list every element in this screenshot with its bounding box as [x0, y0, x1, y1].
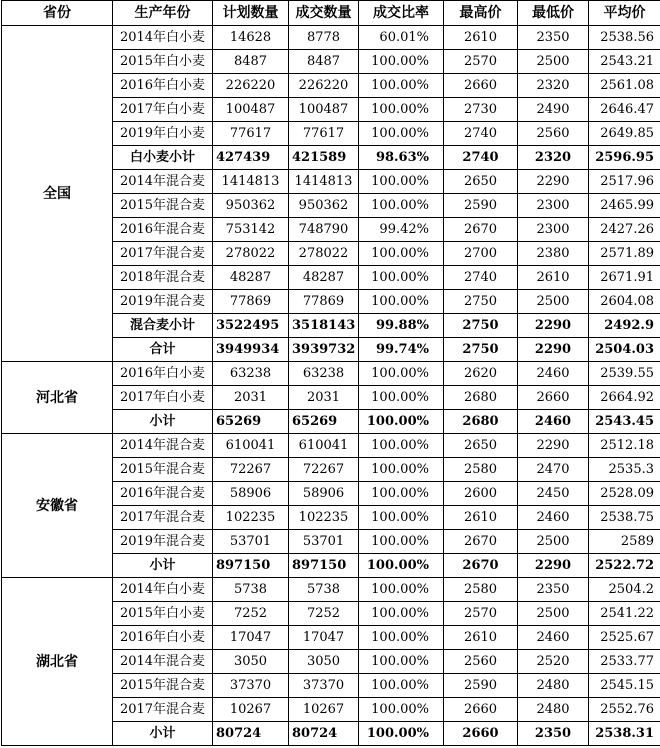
deal-quantity-cell: 17047 — [289, 626, 359, 650]
plan-quantity-cell: 14628 — [213, 26, 289, 50]
avg-price-cell: 2596.95 — [589, 146, 660, 170]
plan-quantity-cell: 7252 — [213, 602, 289, 626]
min-price-cell: 2290 — [518, 434, 589, 458]
year-cell: 2017年白小麦 — [113, 98, 213, 122]
year-cell: 2019年白小麦 — [113, 122, 213, 146]
deal-ratio-cell: 100.00% — [359, 530, 444, 554]
year-cell: 2014年混合麦 — [113, 650, 213, 674]
year-cell: 2017年混合麦 — [113, 506, 213, 530]
deal-quantity-cell: 63238 — [289, 362, 359, 386]
deal-ratio-cell: 100.00% — [359, 122, 444, 146]
max-price-cell: 2670 — [444, 530, 518, 554]
deal-quantity-cell: 748790 — [289, 218, 359, 242]
avg-price-cell: 2545.15 — [589, 674, 660, 698]
max-price-cell: 2580 — [444, 578, 518, 602]
min-price-cell: 2460 — [518, 362, 589, 386]
deal-ratio-cell: 100.00% — [359, 506, 444, 530]
deal-ratio-cell: 100.00% — [359, 626, 444, 650]
deal-quantity-cell: 7252 — [289, 602, 359, 626]
table-row — [2, 578, 660, 602]
deal-ratio-cell: 100.00% — [359, 674, 444, 698]
plan-quantity-cell: 48287 — [213, 266, 289, 290]
plan-quantity-cell: 77869 — [213, 290, 289, 314]
year-cell: 2019年混合麦 — [113, 290, 213, 314]
avg-price-cell: 2543.21 — [589, 50, 660, 74]
deal-ratio-cell: 100.00% — [359, 482, 444, 506]
deal-ratio-cell: 100.00% — [359, 50, 444, 74]
avg-price-cell: 2504.2 — [589, 578, 660, 602]
header-province: 省份 — [2, 1, 113, 26]
plan-quantity-cell: 17047 — [213, 626, 289, 650]
max-price-cell: 2650 — [444, 170, 518, 194]
max-price-cell: 2620 — [444, 362, 518, 386]
plan-quantity-cell: 77617 — [213, 122, 289, 146]
min-price-cell: 2460 — [518, 626, 589, 650]
avg-price-cell: 2589 — [589, 530, 660, 554]
deal-ratio-cell: 99.42% — [359, 218, 444, 242]
avg-price-cell: 2541.22 — [589, 602, 660, 626]
header-deal-ratio: 成交比率 — [359, 1, 444, 26]
avg-price-cell: 2649.85 — [589, 122, 660, 146]
min-price-cell: 2490 — [518, 98, 589, 122]
year-cell: 2015年混合麦 — [113, 674, 213, 698]
plan-quantity-cell: 80724 — [213, 722, 289, 746]
year-cell: 2015年混合麦 — [113, 458, 213, 482]
avg-price-cell: 2528.09 — [589, 482, 660, 506]
year-cell: 2016年白小麦 — [113, 74, 213, 98]
year-cell: 2016年混合麦 — [113, 218, 213, 242]
max-price-cell: 2660 — [444, 74, 518, 98]
header-max-price: 最高价 — [444, 1, 518, 26]
plan-quantity-cell: 63238 — [213, 362, 289, 386]
deal-quantity-cell: 421589 — [289, 146, 359, 170]
min-price-cell: 2290 — [518, 314, 589, 338]
year-cell: 2016年白小麦 — [113, 362, 213, 386]
deal-ratio-cell: 100.00% — [359, 98, 444, 122]
year-cell: 2017年混合麦 — [113, 242, 213, 266]
deal-ratio-cell: 100.00% — [359, 242, 444, 266]
auction-results-table — [1, 0, 660, 746]
deal-quantity-cell: 37370 — [289, 674, 359, 698]
min-price-cell: 2350 — [518, 26, 589, 50]
plan-quantity-cell: 950362 — [213, 194, 289, 218]
plan-quantity-cell: 58906 — [213, 482, 289, 506]
deal-quantity-cell: 53701 — [289, 530, 359, 554]
year-cell: 2017年白小麦 — [113, 386, 213, 410]
deal-ratio-cell: 100.00% — [359, 722, 444, 746]
max-price-cell: 2660 — [444, 722, 518, 746]
province-cell: 湖北省 — [2, 578, 113, 746]
year-cell: 混合麦小计 — [113, 314, 213, 338]
plan-quantity-cell: 53701 — [213, 530, 289, 554]
plan-quantity-cell: 37370 — [213, 674, 289, 698]
min-price-cell: 2450 — [518, 482, 589, 506]
deal-quantity-cell: 3050 — [289, 650, 359, 674]
max-price-cell: 2590 — [444, 674, 518, 698]
plan-quantity-cell: 65269 — [213, 410, 289, 434]
max-price-cell: 2610 — [444, 506, 518, 530]
avg-price-cell: 2571.89 — [589, 242, 660, 266]
deal-quantity-cell: 897150 — [289, 554, 359, 578]
table-row — [2, 434, 660, 458]
province-cell: 安徽省 — [2, 434, 113, 578]
deal-ratio-cell: 100.00% — [359, 362, 444, 386]
max-price-cell: 2570 — [444, 602, 518, 626]
year-cell: 2016年白小麦 — [113, 626, 213, 650]
avg-price-cell: 2533.77 — [589, 650, 660, 674]
deal-quantity-cell: 48287 — [289, 266, 359, 290]
deal-quantity-cell: 65269 — [289, 410, 359, 434]
plan-quantity-cell: 2031 — [213, 386, 289, 410]
max-price-cell: 2740 — [444, 146, 518, 170]
header-min-price: 最低价 — [518, 1, 589, 26]
deal-ratio-cell: 100.00% — [359, 650, 444, 674]
plan-quantity-cell: 427439 — [213, 146, 289, 170]
avg-price-cell: 2543.45 — [589, 410, 660, 434]
min-price-cell: 2500 — [518, 50, 589, 74]
avg-price-cell: 2504.03 — [589, 338, 660, 362]
avg-price-cell: 2538.56 — [589, 26, 660, 50]
max-price-cell: 2750 — [444, 290, 518, 314]
deal-quantity-cell: 2031 — [289, 386, 359, 410]
plan-quantity-cell: 10267 — [213, 698, 289, 722]
header-deal-quantity: 成交数量 — [289, 1, 359, 26]
avg-price-cell: 2646.47 — [589, 98, 660, 122]
year-cell: 合计 — [113, 338, 213, 362]
year-cell: 2017年混合麦 — [113, 698, 213, 722]
min-price-cell: 2290 — [518, 338, 589, 362]
avg-price-cell: 2512.18 — [589, 434, 660, 458]
avg-price-cell: 2492.9 — [589, 314, 660, 338]
max-price-cell: 2610 — [444, 626, 518, 650]
max-price-cell: 2680 — [444, 410, 518, 434]
deal-quantity-cell: 8487 — [289, 50, 359, 74]
deal-ratio-cell: 100.00% — [359, 266, 444, 290]
min-price-cell: 2500 — [518, 290, 589, 314]
table-body — [2, 26, 660, 746]
deal-ratio-cell: 100.00% — [359, 554, 444, 578]
avg-price-cell: 2561.08 — [589, 74, 660, 98]
min-price-cell: 2300 — [518, 218, 589, 242]
table-row — [2, 362, 660, 386]
max-price-cell: 2680 — [444, 386, 518, 410]
max-price-cell: 2600 — [444, 482, 518, 506]
avg-price-cell: 2538.75 — [589, 506, 660, 530]
min-price-cell: 2480 — [518, 698, 589, 722]
year-cell: 白小麦小计 — [113, 146, 213, 170]
plan-quantity-cell: 5738 — [213, 578, 289, 602]
min-price-cell: 2500 — [518, 602, 589, 626]
deal-quantity-cell: 58906 — [289, 482, 359, 506]
plan-quantity-cell: 72267 — [213, 458, 289, 482]
year-cell: 2016年混合麦 — [113, 482, 213, 506]
plan-quantity-cell: 3050 — [213, 650, 289, 674]
deal-ratio-cell: 100.00% — [359, 194, 444, 218]
deal-quantity-cell: 226220 — [289, 74, 359, 98]
header-avg-price: 平均价 — [589, 1, 660, 26]
deal-quantity-cell: 10267 — [289, 698, 359, 722]
deal-ratio-cell: 100.00% — [359, 410, 444, 434]
avg-price-cell: 2604.08 — [589, 290, 660, 314]
province-cell: 全国 — [2, 26, 113, 362]
year-cell: 小计 — [113, 722, 213, 746]
max-price-cell: 2730 — [444, 98, 518, 122]
plan-quantity-cell: 3949934 — [213, 338, 289, 362]
deal-quantity-cell: 102235 — [289, 506, 359, 530]
max-price-cell: 2570 — [444, 50, 518, 74]
deal-quantity-cell: 72267 — [289, 458, 359, 482]
min-price-cell: 2290 — [518, 554, 589, 578]
min-price-cell: 2300 — [518, 194, 589, 218]
min-price-cell: 2500 — [518, 530, 589, 554]
max-price-cell: 2650 — [444, 434, 518, 458]
header-row — [2, 1, 660, 26]
year-cell: 小计 — [113, 554, 213, 578]
avg-price-cell: 2552.76 — [589, 698, 660, 722]
deal-ratio-cell: 98.63% — [359, 146, 444, 170]
plan-quantity-cell: 100487 — [213, 98, 289, 122]
min-price-cell: 2320 — [518, 74, 589, 98]
year-cell: 2014年混合麦 — [113, 170, 213, 194]
plan-quantity-cell: 3522495 — [213, 314, 289, 338]
year-cell: 2014年白小麦 — [113, 26, 213, 50]
max-price-cell: 2700 — [444, 242, 518, 266]
min-price-cell: 2480 — [518, 674, 589, 698]
plan-quantity-cell: 278022 — [213, 242, 289, 266]
deal-ratio-cell: 100.00% — [359, 290, 444, 314]
avg-price-cell: 2517.96 — [589, 170, 660, 194]
avg-price-cell: 2525.67 — [589, 626, 660, 650]
plan-quantity-cell: 753142 — [213, 218, 289, 242]
deal-quantity-cell: 278022 — [289, 242, 359, 266]
year-cell: 2019年混合麦 — [113, 530, 213, 554]
avg-price-cell: 2535.3 — [589, 458, 660, 482]
deal-quantity-cell: 610041 — [289, 434, 359, 458]
max-price-cell: 2580 — [444, 458, 518, 482]
year-cell: 2014年混合麦 — [113, 434, 213, 458]
max-price-cell: 2740 — [444, 266, 518, 290]
plan-quantity-cell: 102235 — [213, 506, 289, 530]
max-price-cell: 2590 — [444, 194, 518, 218]
min-price-cell: 2470 — [518, 458, 589, 482]
min-price-cell: 2560 — [518, 122, 589, 146]
deal-quantity-cell: 100487 — [289, 98, 359, 122]
province-cell: 河北省 — [2, 362, 113, 434]
min-price-cell: 2460 — [518, 410, 589, 434]
deal-quantity-cell: 3939732 — [289, 338, 359, 362]
min-price-cell: 2290 — [518, 170, 589, 194]
min-price-cell: 2520 — [518, 650, 589, 674]
deal-ratio-cell: 100.00% — [359, 74, 444, 98]
deal-quantity-cell: 1414813 — [289, 170, 359, 194]
deal-ratio-cell: 100.00% — [359, 602, 444, 626]
plan-quantity-cell: 1414813 — [213, 170, 289, 194]
deal-quantity-cell: 8778 — [289, 26, 359, 50]
max-price-cell: 2670 — [444, 554, 518, 578]
avg-price-cell: 2522.72 — [589, 554, 660, 578]
plan-quantity-cell: 897150 — [213, 554, 289, 578]
deal-ratio-cell: 99.74% — [359, 338, 444, 362]
min-price-cell: 2460 — [518, 506, 589, 530]
min-price-cell: 2610 — [518, 266, 589, 290]
deal-ratio-cell: 99.88% — [359, 314, 444, 338]
year-cell: 2014年白小麦 — [113, 578, 213, 602]
min-price-cell: 2380 — [518, 242, 589, 266]
max-price-cell: 2740 — [444, 122, 518, 146]
avg-price-cell: 2427.26 — [589, 218, 660, 242]
min-price-cell: 2350 — [518, 722, 589, 746]
deal-ratio-cell: 100.00% — [359, 698, 444, 722]
max-price-cell: 2750 — [444, 314, 518, 338]
deal-ratio-cell: 100.00% — [359, 434, 444, 458]
plan-quantity-cell: 8487 — [213, 50, 289, 74]
avg-price-cell: 2664.92 — [589, 386, 660, 410]
min-price-cell: 2320 — [518, 146, 589, 170]
avg-price-cell: 2539.55 — [589, 362, 660, 386]
deal-ratio-cell: 60.01% — [359, 26, 444, 50]
max-price-cell: 2670 — [444, 218, 518, 242]
header-year: 生产年份 — [113, 1, 213, 26]
year-cell: 2015年混合麦 — [113, 194, 213, 218]
max-price-cell: 2750 — [444, 338, 518, 362]
deal-ratio-cell: 100.00% — [359, 458, 444, 482]
avg-price-cell: 2538.31 — [589, 722, 660, 746]
deal-ratio-cell: 100.00% — [359, 170, 444, 194]
avg-price-cell: 2671.91 — [589, 266, 660, 290]
header-plan-quantity: 计划数量 — [213, 1, 289, 26]
deal-quantity-cell: 3518143 — [289, 314, 359, 338]
min-price-cell: 2350 — [518, 578, 589, 602]
deal-ratio-cell: 100.00% — [359, 386, 444, 410]
max-price-cell: 2660 — [444, 698, 518, 722]
deal-quantity-cell: 5738 — [289, 578, 359, 602]
deal-ratio-cell: 100.00% — [359, 578, 444, 602]
plan-quantity-cell: 226220 — [213, 74, 289, 98]
max-price-cell: 2560 — [444, 650, 518, 674]
year-cell: 小计 — [113, 410, 213, 434]
deal-quantity-cell: 950362 — [289, 194, 359, 218]
min-price-cell: 2660 — [518, 386, 589, 410]
year-cell: 2015年白小麦 — [113, 50, 213, 74]
plan-quantity-cell: 610041 — [213, 434, 289, 458]
year-cell: 2015年白小麦 — [113, 602, 213, 626]
year-cell: 2018年混合麦 — [113, 266, 213, 290]
max-price-cell: 2610 — [444, 26, 518, 50]
deal-quantity-cell: 80724 — [289, 722, 359, 746]
avg-price-cell: 2465.99 — [589, 194, 660, 218]
deal-quantity-cell: 77617 — [289, 122, 359, 146]
table-row — [2, 26, 660, 50]
deal-quantity-cell: 77869 — [289, 290, 359, 314]
